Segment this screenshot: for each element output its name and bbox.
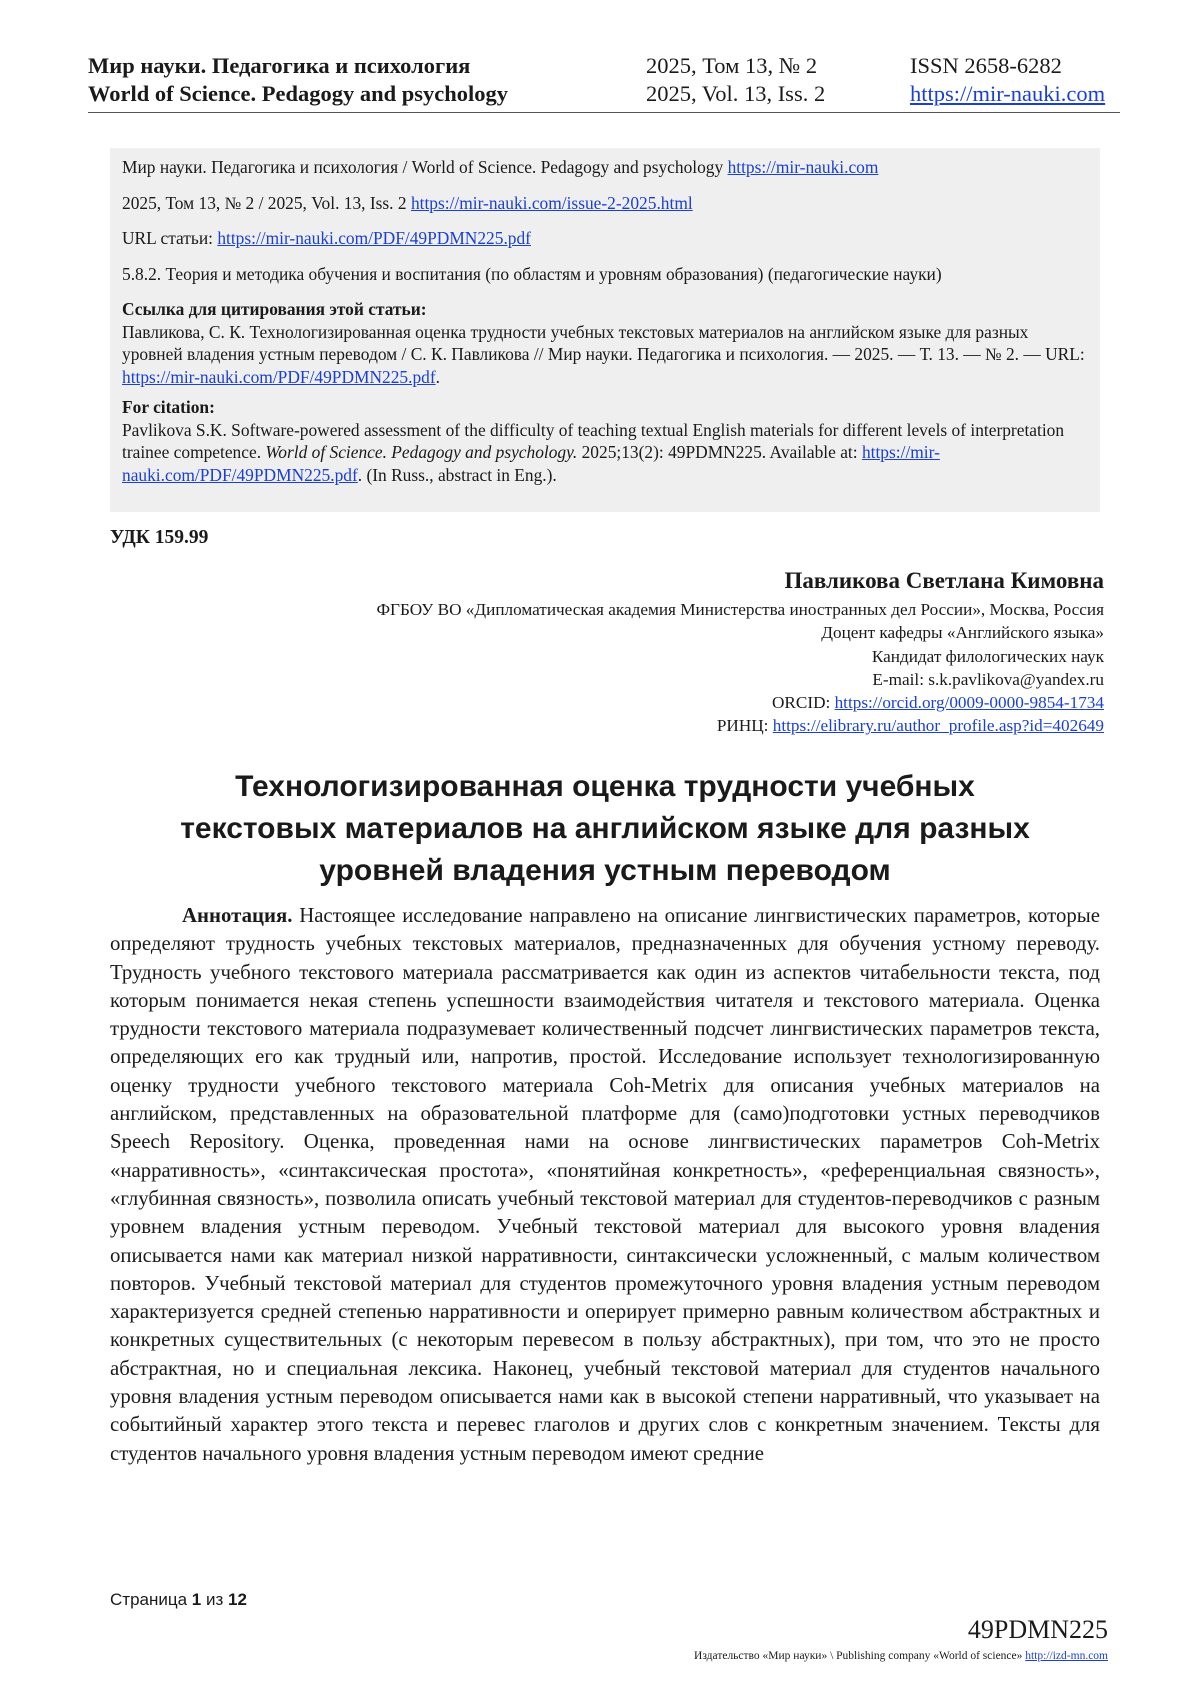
cite-ru-heading: Ссылка для цитирования этой статьи: — [122, 299, 427, 319]
title-line: уровней владения устным переводом — [319, 854, 891, 887]
page-number — [110, 1590, 247, 1610]
info-issue: 2025, Том 13, № 2 / 2025, Vol. 13, Iss. 2 — [122, 192, 407, 213]
page-label: Страница — [110, 1590, 188, 1609]
publisher-text: Издательство «Мир науки» \ Publishing company «World of science» — [694, 1650, 1023, 1662]
article-info-box — [110, 148, 1100, 512]
cite-en-heading: For citation: — [122, 397, 215, 417]
author-affiliation: ФГБОУ ВО «Дипломатическая академия Министерства иностранных дел России», Москва, Россия — [376, 600, 1104, 619]
author-degree: Кандидат филологических наук — [871, 646, 1104, 666]
header-journal — [88, 52, 508, 108]
cite-en-end: . (In Russ., abstract in Eng.). — [357, 464, 557, 485]
abstract — [110, 902, 1100, 1468]
abstract-text: Настоящее исследование направлено на описание лингвистических параметров, которые определяют трудность учебных текстовых материалов, предназначенных для обучения устному переводу. Трудность учебного текстового материала рассматривается как один из аспектов читабельности текста, под которым понимается некая степень успешности взаимодействия читателя и текстового материала. Оценка трудности текстового материала подразумевает количественный подсчет лингвистических параметров текста, определяющих его как трудный или, напротив, простой. Исследование использует технологизированную оценку трудности учебного текстового материала Coh-Metrix для описания учебных материалов на английском, представленных на образовательной платформе для (само)подготовки устных переводчиков Speech Repository. Оценка, проведенная нами на основе лингвистических параметров Coh-Metrix «нарративность», «синтаксическая простота», «понятийная конкретность», «референциальная связность», «глубинная связность», позволила описать учебный текстовой материал для студентов-переводчиков с разным уровнем владения устным переводом. Учебный текстовой материал для высокого уровня владения описывается нами как материал низкой нарративности, синтаксически усложненный, с малым количеством повторов. Учебный текстовой материал для студентов промежуточного уровня владения устным переводом характеризуется средней степенью нарративности и оперирует примерно равным количеством абстрактных и конкретных существительных (с некоторым перевесом в пользу абстрактных), при том, что это не просто абстрактная, но и специальная лексика. Наконец, учебный текстовой материал для студентов начального уровня владения устным переводом описывается нами как в высокой степени нарративный, что указывает на событийный характер этого текста и перевес глаголов и других слов с конкретным значением. Тексты для студентов начального уровня владения устным переводом имеют средние — [110, 904, 1100, 1465]
cite-en-available: Available at: — [769, 442, 858, 462]
cite-ru-link[interactable]: https://mir-nauki.com/PDF/49PDMN225.pdf — [122, 366, 436, 387]
info-issue-link[interactable]: https://mir-nauki.com/issue-2-2025.html — [410, 192, 693, 213]
info-url-label: URL статьи: — [122, 228, 213, 248]
author-position: Доцент кафедры «Английского языка» — [821, 623, 1104, 643]
cite-en-text: Pavlikova S.K. Software-powered assessment of the difficulty of teaching textual English materials for different levels of interpretation trainee competence. — [122, 419, 1065, 462]
udc-code: УДК 159.99 — [110, 527, 209, 548]
author-name: Павликова Светлана Кимовна — [784, 568, 1104, 593]
title-line: Технологизированная оценка трудности учебных — [235, 770, 975, 803]
cite-en-link[interactable]: https://mir-nauki.com/PDF/49PDMN225.pdf — [122, 442, 940, 485]
journal-title-ru: Мир науки. Педагогика и психология — [88, 53, 471, 78]
cite-en-issue: 2025;13(2): 49PDMN225. — [581, 442, 767, 462]
cite-ru-text: Павликова, С. К. Технологизированная оценка трудности учебных текстовых материалов на английском языке для разных уровней владения устным переводом / С. К. Павликова // Мир науки. Педагогика и психология. — 2025. — Т. 13. — № 2. — URL: — [122, 321, 1085, 364]
orcid-link[interactable]: https://orcid.org/0009-0000-9854-1734 — [834, 693, 1104, 713]
article-title — [110, 766, 1100, 892]
journal-site-link[interactable]: https://mir-nauki.com — [910, 81, 1106, 106]
issue-ru: 2025, Том 13, № 2 — [646, 53, 818, 78]
journal-title-en: World of Science. Pedagogy and psychology — [88, 81, 509, 106]
info-journal-link[interactable]: https://mir-nauki.com — [727, 157, 879, 177]
page-current: 1 — [191, 1590, 202, 1609]
author-email: E-mail: s.k.pavlikova@yandex.ru — [872, 669, 1104, 689]
publisher-link[interactable]: http://izd-mn.com — [1025, 1650, 1108, 1662]
abstract-label: Аннотация. — [182, 904, 293, 927]
header-issue — [646, 52, 825, 108]
info-article-link[interactable]: https://mir-nauki.com/PDF/49PDMN225.pdf — [217, 228, 531, 248]
running-header — [88, 52, 1120, 113]
title-line: текстовых материалов на английском языке для разных — [180, 812, 1030, 845]
header-issn — [910, 52, 1105, 108]
rinc-label: РИНЦ: — [716, 716, 769, 736]
issn: ISSN 2658-6282 — [910, 53, 1062, 78]
info-journal: Мир науки. Педагогика и психология / World of Science. Pedagogy and psychology — [122, 157, 724, 177]
author-block — [376, 565, 1104, 738]
orcid-label: ORCID: — [772, 693, 831, 713]
article-code: 49PDMN225 — [967, 1615, 1108, 1644]
cite-en-journal: World of Science. Pedagogy and psychology. — [265, 442, 578, 462]
publisher-line — [694, 1650, 1108, 1662]
page-of: из — [206, 1590, 224, 1609]
page-total: 12 — [228, 1590, 247, 1609]
rinc-link[interactable]: https://elibrary.ru/author_profile.asp?id=402649 — [772, 716, 1104, 736]
cite-ru-end: . — [435, 366, 441, 387]
issue-en: 2025, Vol. 13, Iss. 2 — [646, 81, 826, 106]
info-specialty: 5.8.2. Теория и методика обучения и воспитания (по областям и уровням образования) (педагогические науки) — [122, 263, 942, 284]
